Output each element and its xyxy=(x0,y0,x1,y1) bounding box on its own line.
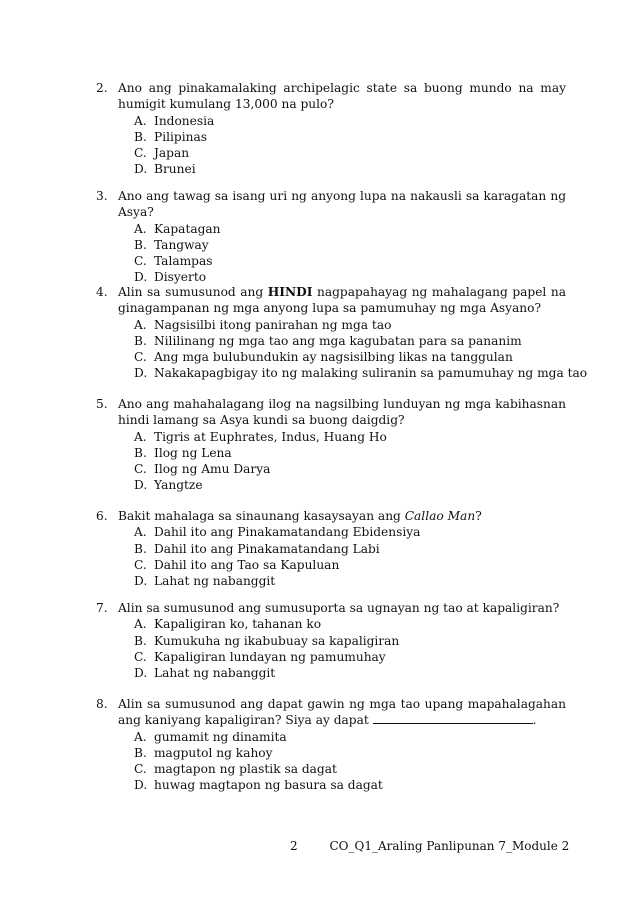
option-c xyxy=(134,649,566,665)
option-b xyxy=(134,333,566,349)
answer-options xyxy=(96,729,566,794)
question-text: Ano ang mahahalagang ilog na nagsilbing lunduyan ng mga kabihasnan hindi lamang sa Asya kundi sa buong daigdig? xyxy=(118,397,566,428)
option-letter: D. xyxy=(134,778,148,793)
option-c xyxy=(134,253,566,269)
question-stem xyxy=(96,696,566,729)
question-text: Alin sa sumusunod ang sumusuporta sa ugnayan ng tao at kapaligiran? xyxy=(118,601,560,615)
option-text: Pilipinas xyxy=(154,129,207,144)
option-letter: D. xyxy=(134,574,148,589)
option-c xyxy=(134,761,566,777)
option-text: Kapaligiran ko, tahanan ko xyxy=(154,617,322,632)
option-letter: C. xyxy=(134,557,147,572)
page-number: 2 xyxy=(290,839,298,853)
option-letter: A. xyxy=(134,113,147,128)
option-letter: A. xyxy=(134,525,147,540)
option-letter: A. xyxy=(134,317,147,332)
option-letter: A. xyxy=(134,221,147,236)
option-b xyxy=(134,237,566,253)
option-letter: B. xyxy=(134,445,147,460)
option-text: Lahat ng nabanggit xyxy=(154,574,276,589)
question-text: Bakit mahalaga sa sinaunang kasaysayan ang xyxy=(118,509,405,523)
option-a xyxy=(134,616,566,632)
question-5 xyxy=(96,396,566,494)
option-d xyxy=(134,477,566,493)
option-letter: A. xyxy=(134,617,147,632)
option-text: Brunei xyxy=(154,162,196,177)
option-text: Kapaligiran lundayan ng pamumuhay xyxy=(154,649,386,664)
option-text: Ilog ng Amu Darya xyxy=(154,462,271,477)
option-a xyxy=(134,113,566,129)
question-2 xyxy=(96,80,566,178)
option-d xyxy=(134,573,566,589)
option-c xyxy=(134,557,566,573)
option-letter: B. xyxy=(134,633,147,648)
option-a xyxy=(134,729,566,745)
option-letter: B. xyxy=(134,541,147,556)
option-text: gumamit ng dinamita xyxy=(154,729,287,744)
option-text: Kapatagan xyxy=(154,221,221,236)
option-text: magtapon ng plastik sa dagat xyxy=(154,762,337,777)
option-text: Tangway xyxy=(154,237,209,252)
question-text: Alin sa sumusunod ang xyxy=(118,285,268,299)
answer-blank[interactable] xyxy=(373,713,533,724)
question-text: Ano ang pinakamalaking archipelagic state sa buong mundo na may humigit kumulang 13,000 na pulo? xyxy=(118,81,566,112)
option-b xyxy=(134,745,566,761)
question-number: 4. xyxy=(96,285,108,299)
option-d xyxy=(134,161,566,177)
answer-options xyxy=(96,221,566,286)
answer-options xyxy=(96,317,588,382)
question-text: Ano ang tawag sa isang uri ng anyong lupa na nakausli sa karagatan ng Asya? xyxy=(118,189,566,220)
question-number: 3. xyxy=(96,189,108,203)
option-text: Nililinang ng mga tao ang mga kagubatan para sa pananim xyxy=(154,333,522,348)
question-text-continued: ? xyxy=(475,509,482,523)
option-text: Dahil ito ang Tao sa Kapuluan xyxy=(154,557,340,572)
question-4 xyxy=(96,284,588,382)
answer-options xyxy=(96,429,566,494)
question-text-continued: . xyxy=(532,713,537,728)
option-text: Ang mga bulubundukin ay nagsisilbing likas na tanggulan xyxy=(154,350,513,365)
answer-options xyxy=(96,616,566,681)
question-text: Alin sa sumusunod ang dapat gawin ng mga tao upang mapahalagahan ang kaniyang kapaligiran? Siya ay dapat xyxy=(118,697,566,728)
option-text: Lahat ng nabanggit xyxy=(154,666,276,681)
option-text: Nakakapagbigay ito ng malaking suliranin sa pamumuhay ng mga tao xyxy=(154,366,588,381)
option-letter: C. xyxy=(134,762,147,777)
emphasis-callao-man: Callao Man xyxy=(404,509,476,523)
option-letter: C. xyxy=(134,462,147,477)
question-stem xyxy=(96,284,566,317)
option-b xyxy=(134,633,566,649)
question-number: 2. xyxy=(96,81,108,95)
option-b xyxy=(134,129,566,145)
option-text: magputol ng kahoy xyxy=(154,745,273,760)
option-text: Indonesia xyxy=(154,113,215,128)
option-text: Disyerto xyxy=(154,270,207,285)
option-c xyxy=(134,349,566,365)
question-number: 6. xyxy=(96,509,108,523)
question-6 xyxy=(96,508,566,589)
question-8 xyxy=(96,696,566,794)
question-7 xyxy=(96,600,566,681)
option-text: Ilog ng Lena xyxy=(154,445,232,460)
option-letter: C. xyxy=(134,350,147,365)
option-letter: B. xyxy=(134,333,147,348)
question-stem xyxy=(96,396,566,429)
option-text: Yangtze xyxy=(154,478,203,493)
option-letter: B. xyxy=(134,237,147,252)
question-stem xyxy=(96,508,566,524)
option-a xyxy=(134,524,566,540)
option-letter: C. xyxy=(134,254,147,269)
module-label: CO_Q1_Araling Panlipunan 7_Module 2 xyxy=(329,839,570,853)
option-a xyxy=(134,221,566,237)
option-letter: B. xyxy=(134,745,147,760)
option-letter: D. xyxy=(134,270,148,285)
option-a xyxy=(134,429,566,445)
question-number: 7. xyxy=(96,601,108,615)
option-letter: A. xyxy=(134,429,147,444)
option-text: Dahil ito ang Pinakamatandang Labi xyxy=(154,541,380,556)
emphasis-not: HINDI xyxy=(267,285,313,299)
option-c xyxy=(134,461,566,477)
question-stem xyxy=(96,600,566,616)
question-stem xyxy=(96,80,566,113)
option-d xyxy=(134,365,588,381)
question-number: 8. xyxy=(96,697,108,711)
option-letter: C. xyxy=(134,146,147,161)
option-letter: D. xyxy=(134,162,148,177)
option-text: Talampas xyxy=(154,254,213,269)
question-3 xyxy=(96,188,566,286)
answer-options xyxy=(96,113,566,178)
option-text: Japan xyxy=(154,146,190,161)
question-text-continued: nagpapahayag ng mahalagang papel na ginagampanan ng mga anyong lupa sa pamumuhay ng mga Asyano? xyxy=(118,285,567,316)
option-letter: A. xyxy=(134,729,147,744)
question-number: 5. xyxy=(96,397,108,411)
option-letter: C. xyxy=(134,649,147,664)
option-a xyxy=(134,317,566,333)
option-text: Kumukuha ng ikabubuay sa kapaligiran xyxy=(154,633,400,648)
option-text: Tigris at Euphrates, Indus, Huang Ho xyxy=(154,429,387,444)
answer-options xyxy=(96,524,566,589)
option-letter: D. xyxy=(134,666,148,681)
option-letter: B. xyxy=(134,129,147,144)
option-b xyxy=(134,541,566,557)
option-text: Dahil ito ang Pinakamatandang Ebidensiya xyxy=(154,525,421,540)
option-text: huwag magtapon ng basura sa dagat xyxy=(154,778,383,793)
option-d xyxy=(134,777,566,793)
option-letter: D. xyxy=(134,478,148,493)
page-footer xyxy=(290,838,569,854)
option-d xyxy=(134,665,566,681)
option-b xyxy=(134,445,566,461)
option-text: Nagsisilbi itong panirahan ng mga tao xyxy=(154,317,392,332)
option-letter: D. xyxy=(134,366,148,381)
question-stem xyxy=(96,188,566,221)
option-c xyxy=(134,145,566,161)
